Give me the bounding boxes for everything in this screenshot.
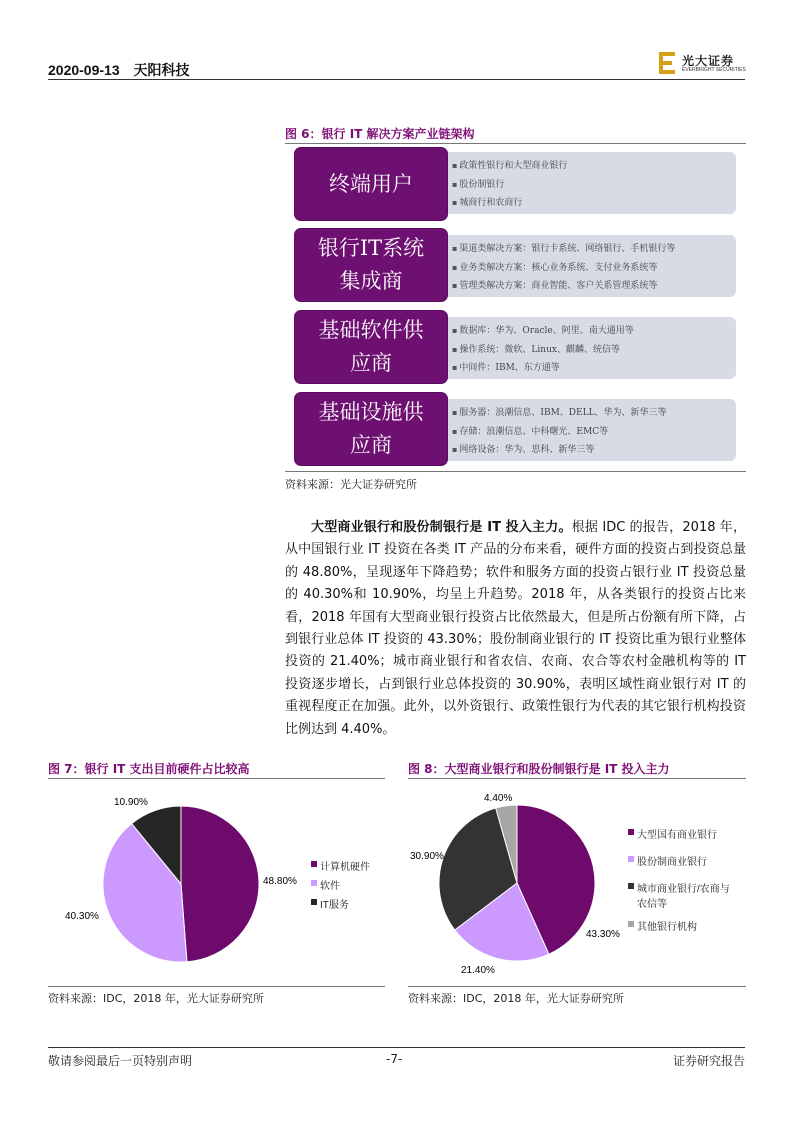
figure6-source: 资料来源：光大证券研究所 bbox=[285, 478, 417, 491]
diagram-detail-box bbox=[438, 399, 736, 461]
diagram-label-line2: 应商 bbox=[350, 351, 392, 375]
legend-label-line: 农信等 bbox=[637, 899, 667, 910]
pie2-slices bbox=[439, 805, 595, 961]
figure8-title: 图 8：大型商业银行和股份制银行是 IT 投入主力 bbox=[408, 762, 670, 776]
legend-label-line: 城市商业银行/农商与 bbox=[637, 884, 730, 895]
legend-item bbox=[311, 858, 391, 873]
pie1-value-label: 40.30% bbox=[65, 911, 99, 922]
figure6-title: 图 6：银行 IT 解决方案产业链架构 bbox=[285, 127, 475, 141]
logo-text: 光大证券 bbox=[682, 54, 735, 68]
diagram-label-infrastructure bbox=[295, 393, 447, 465]
figure8-source: 资料来源：IDC，2018 年，光大证券研究所 bbox=[408, 992, 624, 1005]
everbright-logo bbox=[658, 50, 748, 76]
diagram-label-basic-software bbox=[295, 311, 447, 383]
diagram-label-line1: 基础设施供 bbox=[318, 400, 424, 425]
pie1-value-label: 10.90% bbox=[114, 797, 148, 808]
diagram-detail-box bbox=[438, 152, 736, 214]
legend-swatch bbox=[628, 921, 634, 927]
diagram-detail-box bbox=[438, 317, 736, 379]
legend-item bbox=[628, 853, 746, 868]
report-date: 2020-09-13 bbox=[48, 62, 120, 78]
legend-label: 股份制商业银行 bbox=[637, 857, 707, 868]
paragraph-lead: 大型商业银行和股份制银行是 IT 投入主力。 bbox=[311, 520, 572, 535]
detail-item: ▪ 数据库：华为、Oracle、阿里、南大通用等 bbox=[452, 322, 736, 341]
figure6-bottom-rule bbox=[285, 471, 746, 472]
diagram-label-line1: 银行IT系统 bbox=[317, 236, 425, 261]
legend-item bbox=[311, 877, 391, 892]
detail-item: ▪ 操作系统：微软、Linux、麒麟、统信等 bbox=[452, 341, 736, 360]
detail-item: ▪ 服务器：浪潮信息、IBM、DELL、华为、新华三等 bbox=[452, 404, 736, 423]
legend-label: 软件 bbox=[320, 881, 340, 892]
legend-item bbox=[311, 896, 391, 911]
detail-item: ▪ 业务类解决方案：核心业务系统、支付业务系统等 bbox=[452, 259, 736, 278]
legend-label: 其他银行机构 bbox=[637, 922, 697, 933]
detail-item: ▪ 存储：浪潮信息、中科曙光、EMC等 bbox=[452, 423, 736, 442]
diagram-label-terminal-users bbox=[295, 148, 447, 220]
diagram-label-text: 终端用户 bbox=[329, 171, 413, 196]
diagram-label-line1: 基础软件供 bbox=[318, 318, 424, 343]
figure8-pie-chart bbox=[408, 780, 623, 985]
logo-subtext: EVERBRIGHT SECURITIES bbox=[682, 67, 746, 73]
pie1-value-label: 48.80% bbox=[263, 876, 297, 887]
legend-item bbox=[628, 880, 746, 910]
legend-label: IT服务 bbox=[320, 900, 349, 911]
legend-item bbox=[628, 918, 746, 933]
body-paragraph bbox=[285, 517, 746, 741]
footer-page-number: -7- bbox=[386, 1052, 403, 1066]
detail-item: ▪ 城商行和农商行 bbox=[452, 194, 736, 213]
figure7-top-rule bbox=[48, 778, 385, 779]
pie1-slices bbox=[103, 806, 259, 962]
pie2-value-label: 21.40% bbox=[461, 965, 495, 976]
header-divider bbox=[48, 79, 745, 80]
legend-swatch bbox=[628, 883, 634, 889]
diagram-detail-box bbox=[438, 235, 736, 297]
figure8-legend bbox=[628, 826, 746, 933]
figure7-legend bbox=[311, 858, 391, 911]
detail-item: ▪ 中间件：IBM、东方通等 bbox=[452, 359, 736, 378]
legend-swatch bbox=[311, 899, 317, 905]
footer-disclaimer: 敬请参阅最后一页特别声明 bbox=[48, 1054, 193, 1068]
diagram-label-line2: 集成商 bbox=[339, 269, 403, 293]
detail-item: ▪ 渠道类解决方案：银行卡系统、网络银行、手机银行等 bbox=[452, 240, 736, 259]
pie2-value-label: 43.30% bbox=[586, 929, 620, 940]
legend-swatch bbox=[311, 861, 317, 867]
pie2-value-label: 4.40% bbox=[484, 793, 513, 804]
diagram-label-line2: 应商 bbox=[350, 433, 392, 457]
pie2-value-label: 30.90% bbox=[410, 851, 444, 862]
legend-item bbox=[628, 826, 746, 841]
diagram-label-system-integrators bbox=[295, 229, 447, 301]
legend-label: 大型国有商业银行 bbox=[637, 830, 717, 841]
legend-swatch bbox=[628, 829, 634, 835]
legend-label: 计算机硬件 bbox=[320, 862, 370, 873]
footer-divider bbox=[48, 1047, 745, 1048]
company-name: 天阳科技 bbox=[133, 62, 190, 78]
figure7-bottom-rule bbox=[48, 986, 385, 987]
figure6-top-rule bbox=[285, 143, 746, 144]
pie1-slice-0 bbox=[181, 806, 259, 962]
footer-report-type: 证券研究报告 bbox=[673, 1054, 746, 1068]
figure8-bottom-rule bbox=[408, 986, 746, 987]
detail-item: ▪ 政策性银行和大型商业银行 bbox=[452, 157, 736, 176]
figure8-top-rule bbox=[408, 778, 746, 779]
paragraph-body: 根据 IDC 的报告，2018 年，从中国银行业 IT 投资在各类 IT 产品的分布来看，硬件方面的投资占到投资总量的 48.80%，呈现逐年下降趋势；软件和服务方面的投资占银行业 IT 投资总量的 40.30%和 10.90%，均呈上升趋势。2018 年，从各类银行的投资占比来看，2018 年国有大型商业银行投资占比依然最大，但是所占份额有所下降，占到银行业总体 IT 投资的 43.30%；股份制商业银行的 IT 投资比重为银行业整体投资的 21.40%；城市商业银行和省农信、农商、农合等农村金融机构等的 IT 投资逐步增长，占到银行业总体投资的 30.90%，表明区域性商业银行对 IT 的重视程度正在加强。此外，以外资银行、政策性银行为代表的其它银行机构投资比例达到 4.40%。 bbox=[285, 520, 747, 737]
header-date-company bbox=[48, 60, 190, 80]
figure7-title: 图 7：银行 IT 支出目前硬件占比较高 bbox=[48, 762, 250, 776]
detail-item: ▪ 网络设备：华为、思科、新华三等 bbox=[452, 441, 736, 460]
legend-swatch bbox=[628, 856, 634, 862]
logo-mark-icon bbox=[658, 50, 678, 76]
legend-label bbox=[637, 880, 730, 910]
detail-item: ▪ 管理类解决方案：商业智能、客户关系管理系统等 bbox=[452, 277, 736, 296]
detail-item: ▪ 股份制银行 bbox=[452, 176, 736, 195]
legend-swatch bbox=[311, 880, 317, 886]
figure7-source: 资料来源：IDC，2018 年，光大证券研究所 bbox=[48, 992, 264, 1005]
